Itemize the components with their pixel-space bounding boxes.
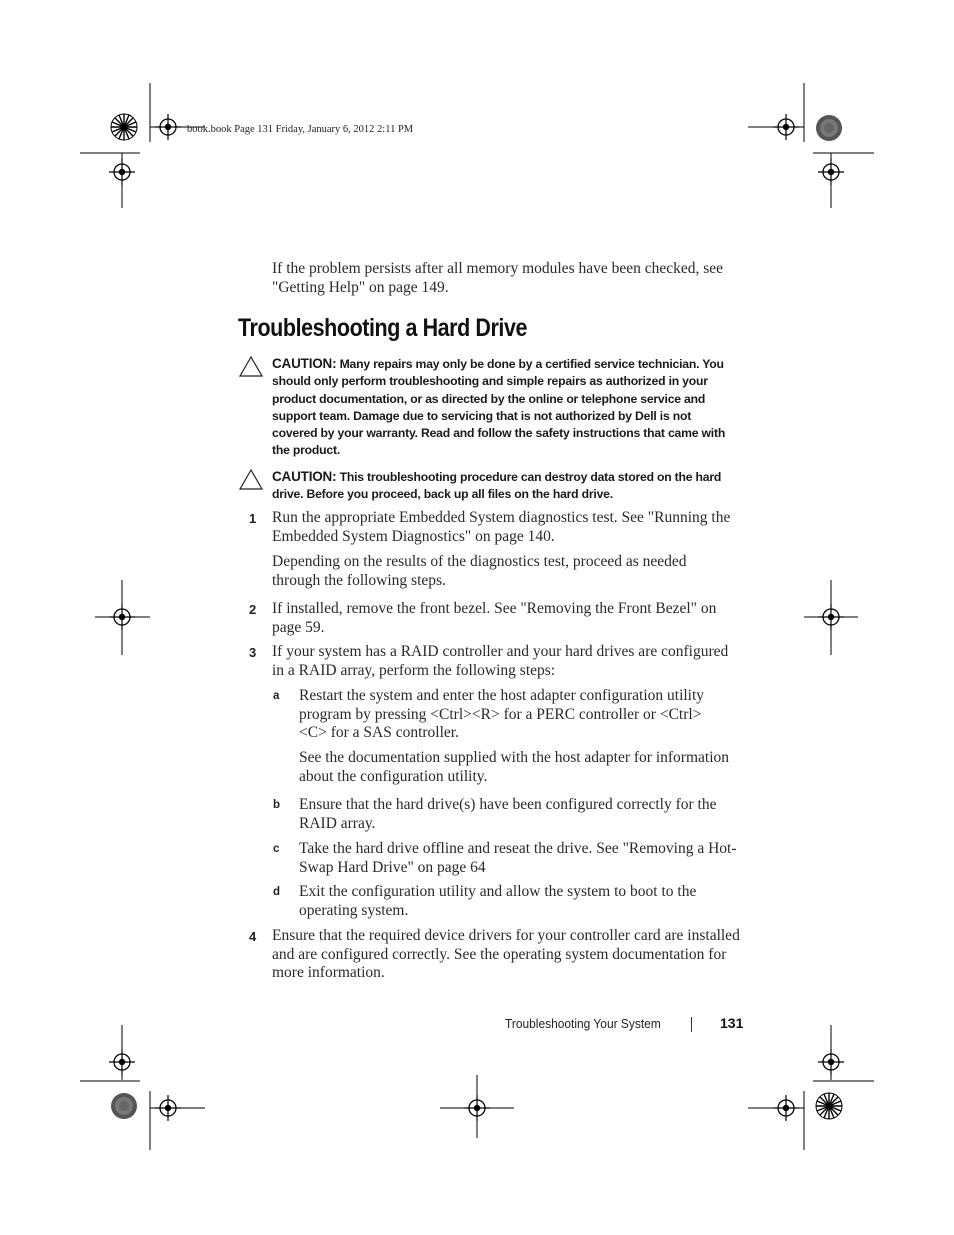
crosshair-mark-icon <box>818 1049 844 1075</box>
trim-lines-bottom-left <box>80 1025 205 1150</box>
step-number: 1 <box>249 511 257 526</box>
page-title: Troubleshooting a Hard Drive <box>238 314 528 342</box>
substep-note: See the documentation supplied with the host adapter for information about the configuration utility. <box>299 749 730 785</box>
footer-section-title: Troubleshooting Your System <box>505 1016 661 1031</box>
star-mark-icon <box>111 114 137 140</box>
step-number: 3 <box>249 645 257 660</box>
color-dot-mark-icon <box>816 115 842 141</box>
step-note: Depending on the results of the diagnostics test, proceed as needed through the following steps. <box>272 553 687 589</box>
crosshair-mark-icon <box>773 1095 799 1121</box>
substep-letter: b <box>273 799 281 811</box>
footer-divider <box>691 1017 692 1032</box>
color-dot-mark-icon <box>111 1093 137 1119</box>
caution-icon <box>240 470 262 489</box>
crosshair-mark-icon <box>773 114 799 140</box>
trim-lines-top-right <box>748 83 874 208</box>
caution-label: CAUTION: <box>272 469 337 484</box>
crosshair-mark-icon <box>109 604 135 630</box>
substep-letter: c <box>273 843 280 855</box>
substep-letter: a <box>273 690 280 702</box>
print-info-line: book.book Page 131 Friday, January 6, 2012 2:11 PM <box>187 124 414 135</box>
caution-text: Many repairs may only be done by a certified service technician. You should only perform troubleshooting and simple repairs as authorized in your product documentation, or as directed by the online or telephone service and support team. Damage due to servicing that is not authorized by Dell is not covered by your warranty. Read and follow the safety instructions that came with the product. <box>272 357 726 458</box>
substep-text: Ensure that the hard drive(s) have been configured correctly for the RAID array. <box>299 796 717 832</box>
intro-paragraph: If the problem persists after all memory modules have been checked, see "Getting Help" on page 149. <box>272 260 724 296</box>
crosshair-mark-icon <box>818 159 844 185</box>
crosshair-mark-icon <box>464 1095 490 1121</box>
step-text: If installed, remove the front bezel. See "Removing the Front Bezel" on page 59. <box>272 600 717 636</box>
step-text: If your system has a RAID controller and your hard drives are configured in a RAID array, perform the following steps: <box>272 643 729 679</box>
substep-text: Take the hard drive offline and reseat the drive. See "Removing a Hot-Swap Hard Drive" on page 64 <box>299 840 737 876</box>
substep-letter: d <box>273 886 281 898</box>
step-text: Run the appropriate Embedded System diagnostics test. See "Running the Embedded System Diagnostics" on page 140. <box>272 509 731 545</box>
trim-lines-bottom-right <box>748 1025 874 1150</box>
substep-text: Restart the system and enter the host adapter configuration utility program by pressing <Ctrl><R> for a PERC controller or <Ctrl><C> for a SAS controller. <box>299 687 705 741</box>
crosshair-mark-icon <box>109 159 135 185</box>
caution-label: CAUTION: <box>272 356 337 371</box>
substep-text: Exit the configuration utility and allow the system to boot to the operating system. <box>299 883 697 919</box>
caution-note <box>272 355 738 460</box>
crosshair-mark-icon <box>109 1049 135 1075</box>
caution-note <box>272 468 738 504</box>
crosshair-mark-icon <box>818 604 844 630</box>
crosshair-mark-icon <box>155 1095 181 1121</box>
star-mark-icon <box>816 1093 842 1119</box>
step-number: 4 <box>249 929 257 944</box>
caution-text: This troubleshooting procedure can destroy data stored on the hard drive. Before you proceed, back up all files on the hard drive. <box>272 470 722 502</box>
trim-lines-top-left <box>80 83 150 208</box>
page-number: 131 <box>720 1015 744 1031</box>
caution-icon <box>240 357 262 376</box>
step-text: Ensure that the required device drivers for your controller card are installed and are configured correctly. See the operating system documentation for more information. <box>272 927 740 981</box>
step-number: 2 <box>249 602 257 617</box>
